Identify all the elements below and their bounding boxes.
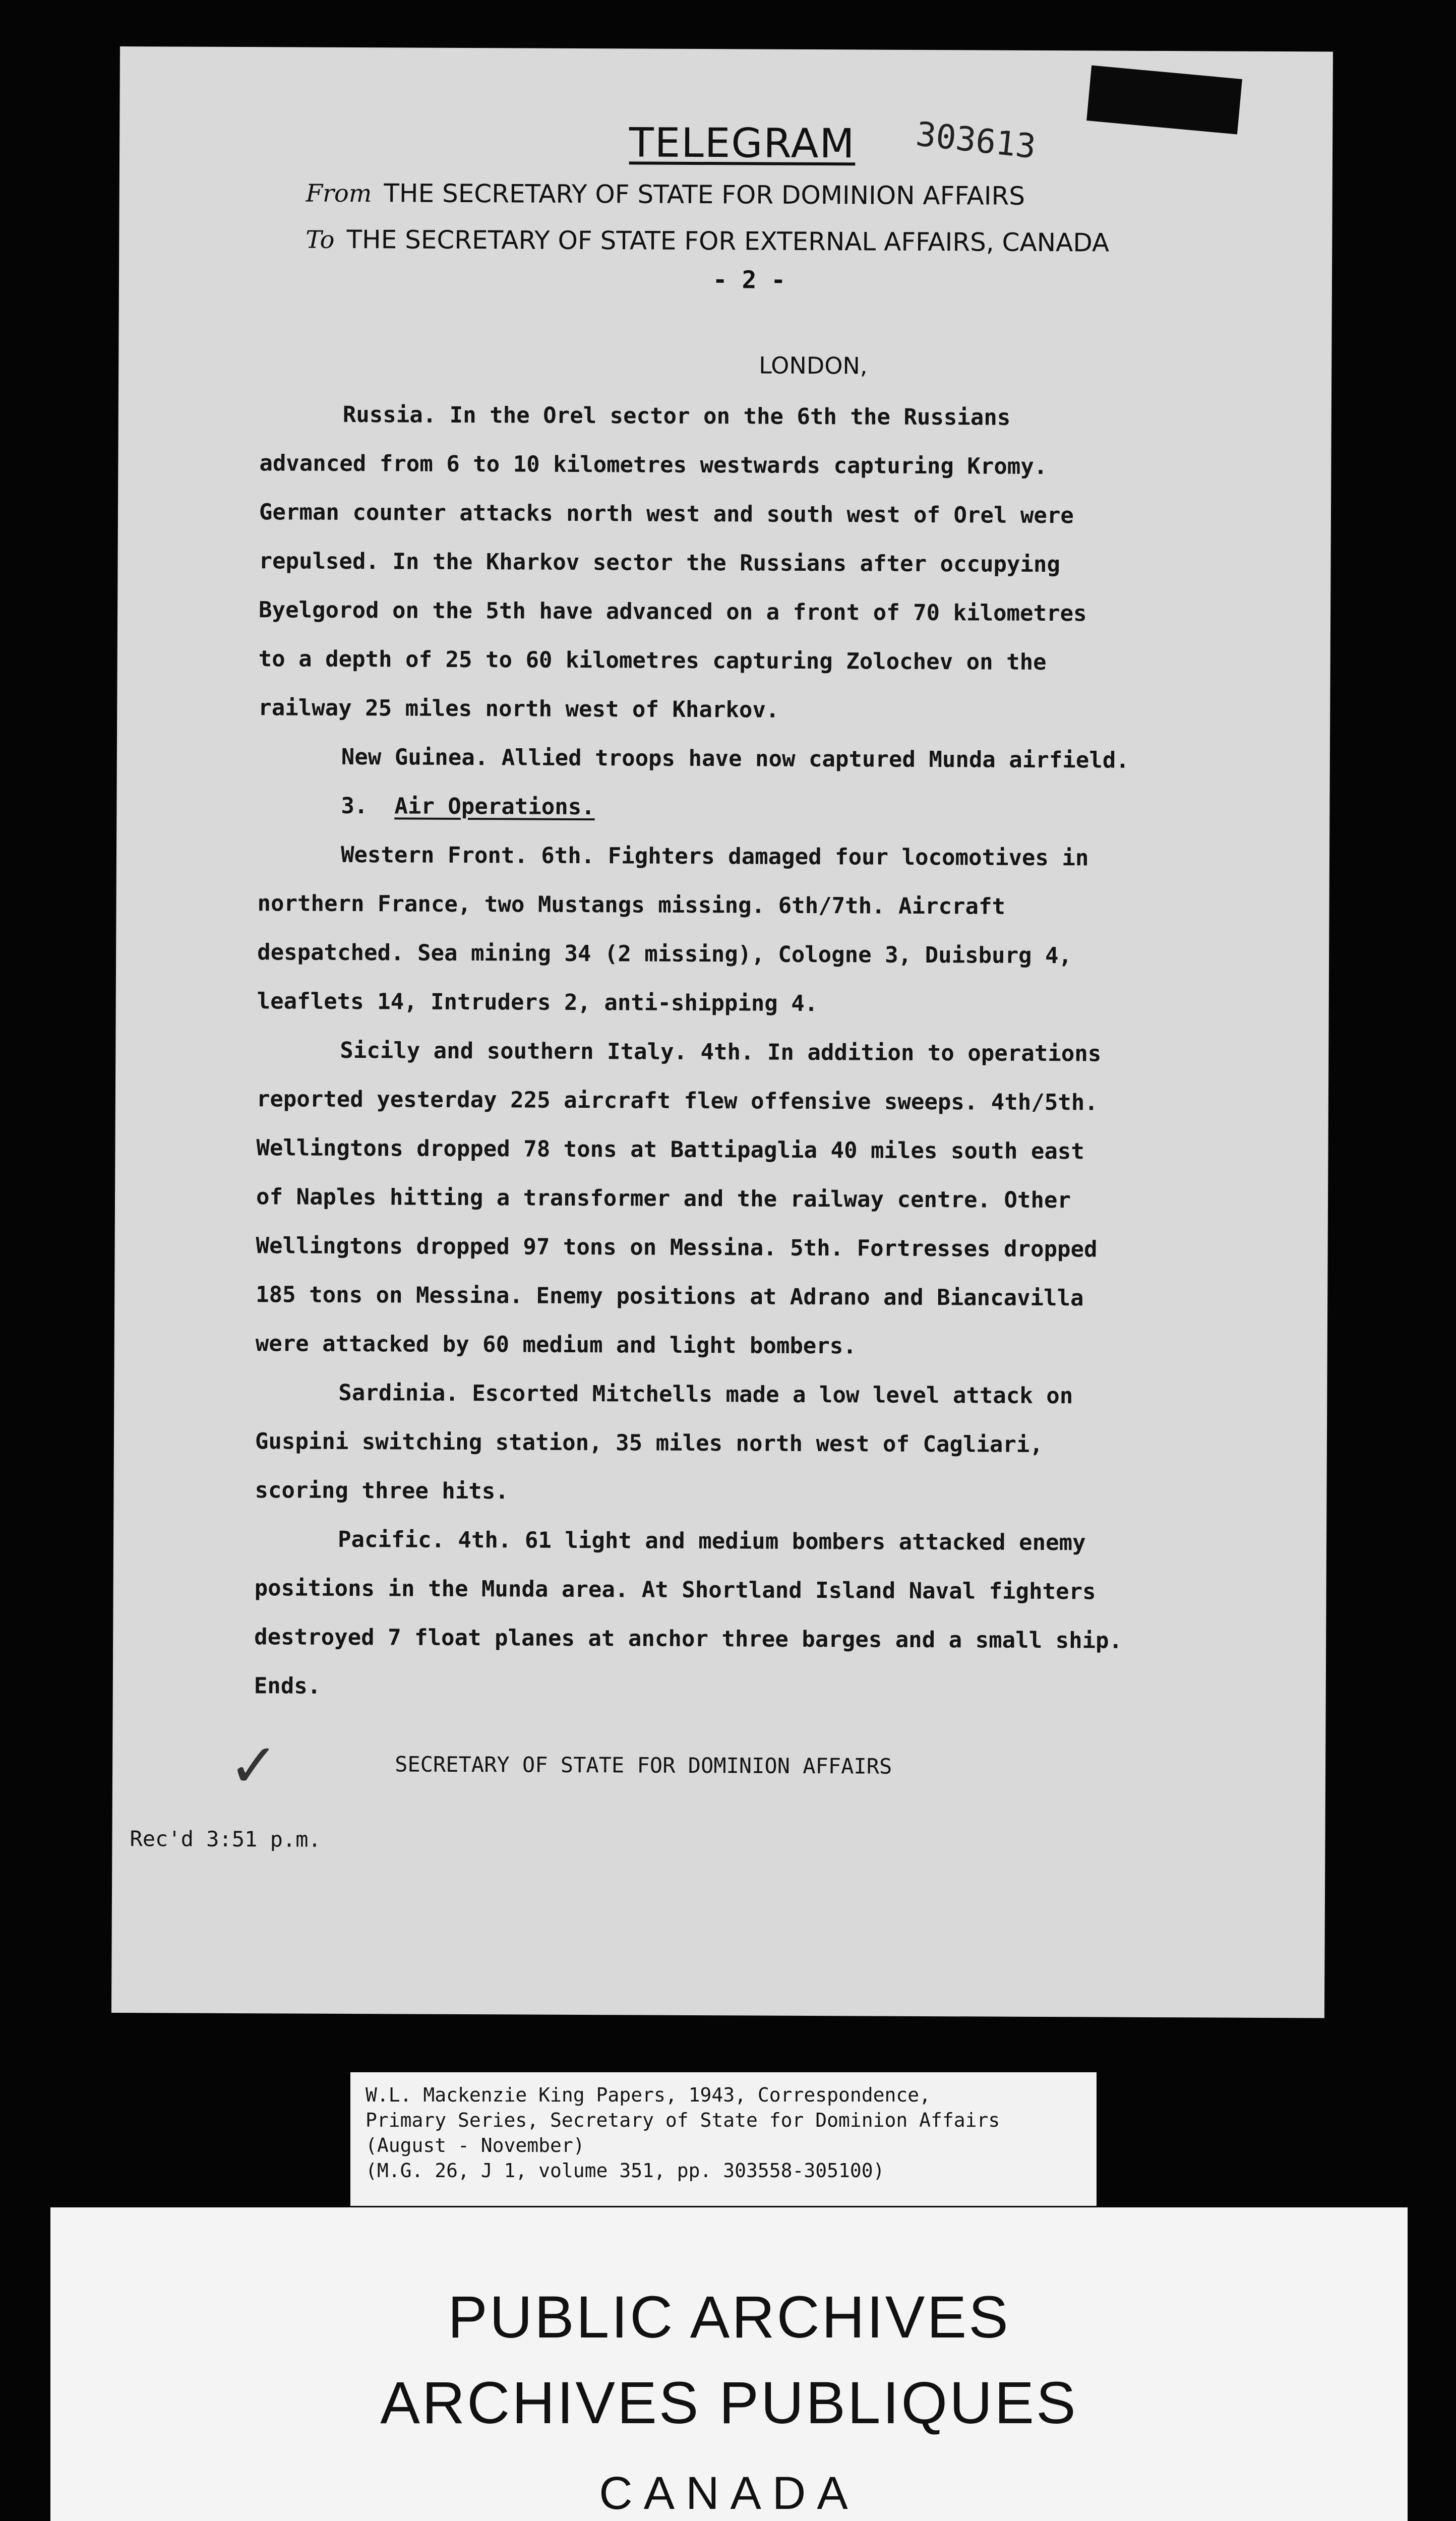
signature-line: SECRETARY OF STATE FOR DOMINION AFFAIRS bbox=[395, 1752, 892, 1779]
citation-label bbox=[350, 2072, 1097, 2206]
received-time: Rec'd 3:51 p.m. bbox=[130, 1826, 321, 1852]
body-line: Sicily and southern Italy. 4th. In addition to operations bbox=[340, 1037, 1102, 1067]
section-heading bbox=[258, 781, 1296, 834]
citation-line: W.L. Mackenzie King Papers, 1943, Correspondence, bbox=[366, 2084, 931, 2106]
from-line bbox=[306, 178, 1025, 211]
body-line: despatched. Sea mining 34 (2 missing), Cologne 3, Duisburg 4, bbox=[257, 939, 1072, 969]
black-tab bbox=[1086, 66, 1242, 135]
to-line bbox=[306, 225, 1109, 258]
section-title: Air Operations. bbox=[394, 793, 595, 820]
body-line: Byelgorod on the 5th have advanced on a front of 70 kilometres bbox=[259, 597, 1087, 627]
from-text: THE SECRETARY OF STATE FOR DOMINION AFFAIRS bbox=[384, 178, 1025, 211]
to-text: THE SECRETARY OF STATE FOR EXTERNAL AFFAIRS, CANADA bbox=[346, 224, 1110, 258]
body-line: to a depth of 25 to 60 kilometres capturing Zolochev on the bbox=[258, 646, 1047, 676]
section-number: 3. bbox=[341, 793, 368, 819]
body-line: reported yesterday 225 aircraft flew offensive sweeps. 4th/5th. bbox=[256, 1086, 1098, 1116]
body-line: 185 tons on Messina. Enemy positions at Adrano and Biancavilla bbox=[256, 1282, 1084, 1311]
body-line: Sardinia. Escorted Mitchells made a low level attack on bbox=[338, 1379, 1073, 1409]
citation-line: Primary Series, Secretary of State for Dominion Affairs bbox=[366, 2109, 1000, 2131]
page-number: - 2 - bbox=[712, 266, 786, 294]
body-line: leaflets 14, Intruders 2, anti-shipping 4. bbox=[257, 988, 818, 1017]
handwritten-check-icon: ✓ bbox=[228, 1730, 279, 1802]
body-line: advanced from 6 to 10 kilometres westwards capturing Kromy. bbox=[259, 450, 1048, 480]
body-line: destroyed 7 float planes at anchor three barges and a small ship. bbox=[254, 1624, 1123, 1654]
archives-line-french: ARCHIVES PUBLIQUES bbox=[380, 2370, 1078, 2436]
body-line: of Naples hitting a transformer and the railway centre. Other bbox=[256, 1184, 1071, 1214]
body-line: repulsed. In the Kharkov sector the Russians after occupying bbox=[259, 548, 1061, 578]
citation-line: (M.G. 26, J 1, volume 351, pp. 303558-305100) bbox=[366, 2159, 885, 2182]
citation-line: (August - November) bbox=[366, 2134, 585, 2156]
body-line: Wellingtons dropped 97 tons on Messina. 5th. Fortresses dropped bbox=[256, 1233, 1098, 1263]
archives-line-english: PUBLIC ARCHIVES bbox=[448, 2284, 1010, 2351]
from-label: From bbox=[306, 179, 372, 208]
location-line: LONDON, bbox=[759, 351, 868, 380]
body-line: railway 25 miles north west of Kharkov. bbox=[258, 695, 779, 723]
body-line: Guspini switching station, 35 miles north west of Cagliari, bbox=[255, 1428, 1043, 1458]
public-archives-card bbox=[50, 2207, 1408, 2521]
body-line: Pacific. 4th. 61 light and medium bombers attacked enemy bbox=[337, 1526, 1086, 1556]
telegram-title: TELEGRAM bbox=[629, 119, 856, 167]
telegram-body bbox=[254, 390, 1298, 1715]
body-line: were attacked by 60 medium and light bombers. bbox=[255, 1331, 857, 1359]
body-line: scoring three hits. bbox=[255, 1477, 509, 1505]
body-line: Wellingtons dropped 78 tons at Battipaglia 40 miles south east bbox=[256, 1135, 1084, 1165]
document-number: 303613 bbox=[914, 114, 1038, 166]
body-line: Western Front. 6th. Fighters damaged four locomotives in bbox=[340, 842, 1089, 871]
to-label: To bbox=[306, 225, 335, 254]
body-line: German counter attacks north west and south west of Orel were bbox=[259, 499, 1074, 529]
body-line: Ends. bbox=[254, 1673, 321, 1699]
archives-line-country: CANADA bbox=[599, 2468, 859, 2519]
body-line: positions in the Munda area. At Shortland Island Naval fighters bbox=[254, 1575, 1096, 1605]
telegram-page bbox=[111, 46, 1333, 2018]
body-line: Russia. In the Orel sector on the 6th the Russians bbox=[342, 401, 1011, 431]
body-line: northern France, two Mustangs missing. 6th/7th. Aircraft bbox=[257, 890, 1006, 920]
body-line: New Guinea. Allied troops have now captured Munda airfield. bbox=[341, 744, 1129, 773]
